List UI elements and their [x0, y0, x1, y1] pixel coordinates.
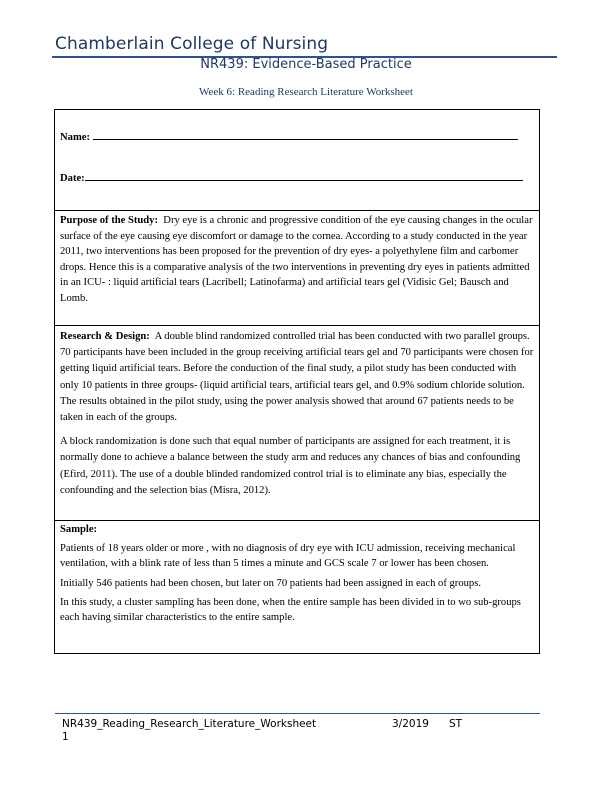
name-date-cell — [55, 110, 539, 211]
date-blank[interactable] — [85, 169, 523, 181]
footer-filename: NR439_Reading_Research_Literature_Worksheet — [62, 718, 317, 730]
research-paragraph-1 — [60, 329, 534, 426]
sample-heading: Sample: — [60, 524, 98, 535]
footer-divider — [55, 713, 540, 714]
research-cell — [55, 326, 539, 521]
research-heading: Research & Design: — [60, 331, 150, 342]
course-title: NR439: Evidence-Based Practice — [200, 57, 412, 72]
footer-page-number: 1 — [62, 731, 69, 743]
sample-paragraph-3: In this study, a cluster sampling has been done, when the entire sample has been divided in to wo sub-groups each having similar characteristics to the entire sample. — [60, 596, 521, 624]
purpose-cell — [55, 211, 539, 326]
date-label: Date: — [60, 173, 85, 184]
name-blank[interactable] — [93, 128, 518, 140]
sample-paragraph-1: Patients of 18 years older or more , with no diagnosis of dry eye with ICU admission, receiving mechanical ventilation, with a blink rate of less than 5 times a minute and GCS scale 7 or lower has been chosen. — [60, 543, 516, 570]
name-label: Name: — [60, 132, 91, 143]
worksheet-table — [54, 109, 540, 654]
research-paragraph-2: A block randomization is done such that equal number of participants are assigned for each treatment, it is normally done to achieve a balance between the study arm and reduces any chances of bias and confounding (Efird, 2011). The use of a double blinded randomized control trial is to eliminate any bias, especially the confounding and the selection bias (Misra, 2012). — [60, 436, 521, 496]
worksheet-title: Week 6: Reading Research Literature Worksheet — [199, 86, 413, 98]
sample-cell — [55, 521, 539, 654]
purpose-heading: Purpose of the Study: — [60, 215, 158, 226]
purpose-text: Dry eye is a chronic and progressive condition of the eye causing changes in the ocular surface of the eye causing eye discomfort or damage to the cornea. According to a study conducted in the year 2011, two interventions has been proposed for the prevention of dry eyes- a polyethylene film and carbomer drops. Hence this is a comparative analysis of the two interventions in preventing dry eyes in patients admitted in an ICU- : liquid artificial tears (Lacribell; Latinofarma) and artificial tears gel (Vidisic Gel; Bausch and Lomb. — [60, 215, 533, 304]
purpose-paragraph — [60, 213, 534, 306]
page-footer — [62, 718, 463, 744]
footer-initials: ST — [449, 718, 463, 730]
research-text-1: A double blind randomized controlled trial has been conducted with two parallel groups. 70 participants have been included in the group receiving artificial tears gel and 70 participants were chosen for getting liquid artificial tears. Before the conduction of the final study, a pilot study has been conducted with only 10 patients in three groups- (liquid artificial tears, artificial tears gel, and 0.9% sodium chloride solution. The results obtained in the pilot study, using the power analysis showed that around 67 patients needs to be taken in each of the groups. — [60, 331, 534, 424]
sample-paragraph-2: Initially 546 patients had been chosen, but later on 70 patients had been assigned in each of groups. — [60, 577, 481, 589]
college-name: Chamberlain College of Nursing — [55, 34, 329, 54]
footer-date: 3/2019 — [392, 718, 429, 730]
name-field[interactable] — [60, 128, 518, 146]
date-field[interactable] — [60, 169, 523, 187]
